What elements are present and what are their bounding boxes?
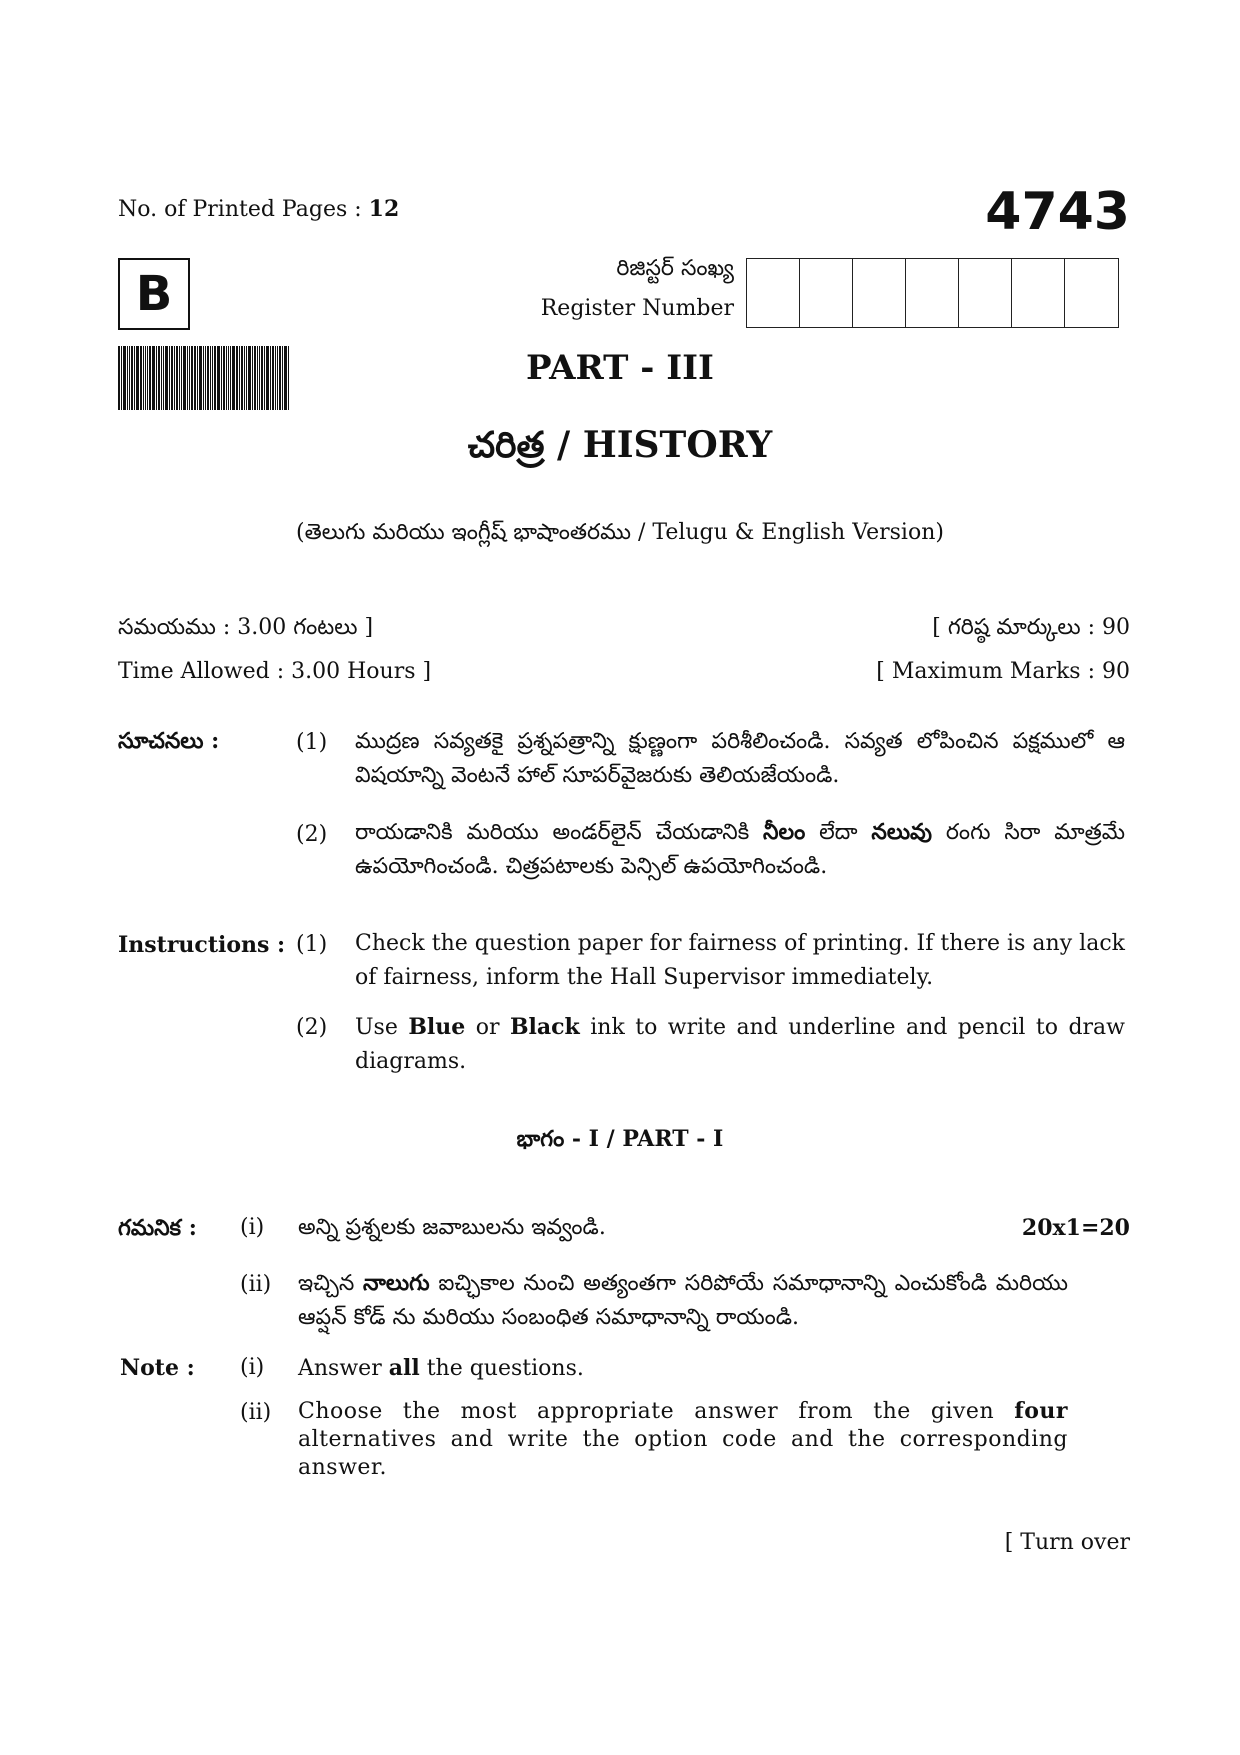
time-allowed-te: సమయము : 3.00 గంటలు ] bbox=[118, 615, 374, 640]
register-digit-box[interactable] bbox=[853, 259, 906, 327]
instruction-en-text-1: Check the question paper for fairness of printing. If there is any lack of fairness, inform the Hall Supervisor immediately. bbox=[355, 931, 1125, 990]
instructions-te-label: సూచనలు : bbox=[118, 728, 220, 754]
register-label-en: Register Number bbox=[540, 296, 734, 321]
part-title: PART - III bbox=[526, 348, 714, 388]
paper-code: 4743 bbox=[985, 182, 1130, 242]
instruction-te-num-2: (2) bbox=[296, 822, 328, 847]
register-digit-box[interactable] bbox=[747, 259, 800, 327]
note-te-text-2: ఇచ్చిన నాలుగు ఐచ్ఛికాల నుంచి అత్యంతగా సరిపోయే సమాధానాన్ని ఎంచుకోండి మరియు ఆప్షన్ కోడ్ ను మరియు సంబంధిత సమాధానాన్ని రాయండి. bbox=[298, 1270, 1068, 1330]
series-box: B bbox=[118, 258, 190, 330]
note-te-num-1: (i) bbox=[240, 1215, 265, 1240]
register-digit-box[interactable] bbox=[1065, 259, 1118, 327]
max-marks-te: [ గరిష్ఠ మార్కులు : 90 bbox=[932, 615, 1130, 640]
printed-pages-label: No. of Printed Pages : bbox=[118, 197, 362, 222]
note-en-text-1: Answer all the questions. bbox=[298, 1355, 584, 1381]
turn-over: [ Turn over bbox=[1004, 1530, 1130, 1555]
note-te-num-2: (ii) bbox=[240, 1272, 272, 1297]
instructions-en-label: Instructions : bbox=[118, 932, 286, 958]
subject-title: చరిత్ర / HISTORY bbox=[467, 424, 773, 466]
register-number-boxes[interactable] bbox=[746, 258, 1119, 328]
marks-allocation: 20x1=20 bbox=[1021, 1215, 1130, 1241]
note-en-label: Note : bbox=[120, 1355, 195, 1381]
instruction-te-text-2: రాయడానికి మరియు అండర్‌లైన్ చేయడానికి నీలం లేదా నలువు రంగు సిరా మాత్రమే ఉపయోగించండి. చిత్రపటాలకు పెన్సిల్ ఉపయోగించండి. bbox=[355, 819, 1125, 879]
note-te-text-1: అన్ని ప్రశ్నలకు జవాబులను ఇవ్వండి. bbox=[298, 1215, 606, 1240]
register-digit-box[interactable] bbox=[800, 259, 853, 327]
instruction-en-num-1: (1) bbox=[296, 932, 328, 957]
instruction-te-num-1: (1) bbox=[296, 730, 328, 755]
note-en-num-2: (ii) bbox=[240, 1400, 272, 1425]
instruction-en-text-2: Use Blue or Black ink to write and underline and pencil to draw diagrams. bbox=[355, 1014, 1126, 1074]
note-en-num-1: (i) bbox=[240, 1355, 265, 1380]
printed-pages-value: 12 bbox=[368, 196, 400, 222]
register-digit-box[interactable] bbox=[906, 259, 959, 327]
instruction-te-text-1: ముద్రణ సవ్యతకై ప్రశ్నపత్రాన్ని క్షుణ్ణంగా పరిశీలించండి. సవ్యత లోపించిన పక్షములో ఆ విషయాన్ని వెంటనే హాల్ సూపర్‌వైజరుకు తెలియజేయండి. bbox=[355, 729, 1125, 788]
max-marks-en: [ Maximum Marks : 90 bbox=[876, 659, 1130, 684]
register-digit-box[interactable] bbox=[959, 259, 1012, 327]
printed-pages bbox=[118, 196, 399, 222]
instruction-en-num-2: (2) bbox=[296, 1015, 328, 1040]
register-digit-box[interactable] bbox=[1012, 259, 1065, 327]
time-allowed-en: Time Allowed : 3.00 Hours ] bbox=[118, 659, 432, 684]
register-label-te: రిజిస్టర్ సంఖ్య bbox=[616, 256, 734, 281]
note-en-text-2: Choose the most appropriate answer from the given four alternatives and write the option code and the corresponding answer. bbox=[298, 1398, 1068, 1480]
part-one-title: భాగం - I / PART - I bbox=[516, 1126, 724, 1152]
note-te-label: గమనిక : bbox=[118, 1215, 197, 1241]
version-line: (తెలుగు మరియు ఇంగ్లీష్ భాషాంతరము / Telugu & English Version) bbox=[296, 520, 944, 545]
